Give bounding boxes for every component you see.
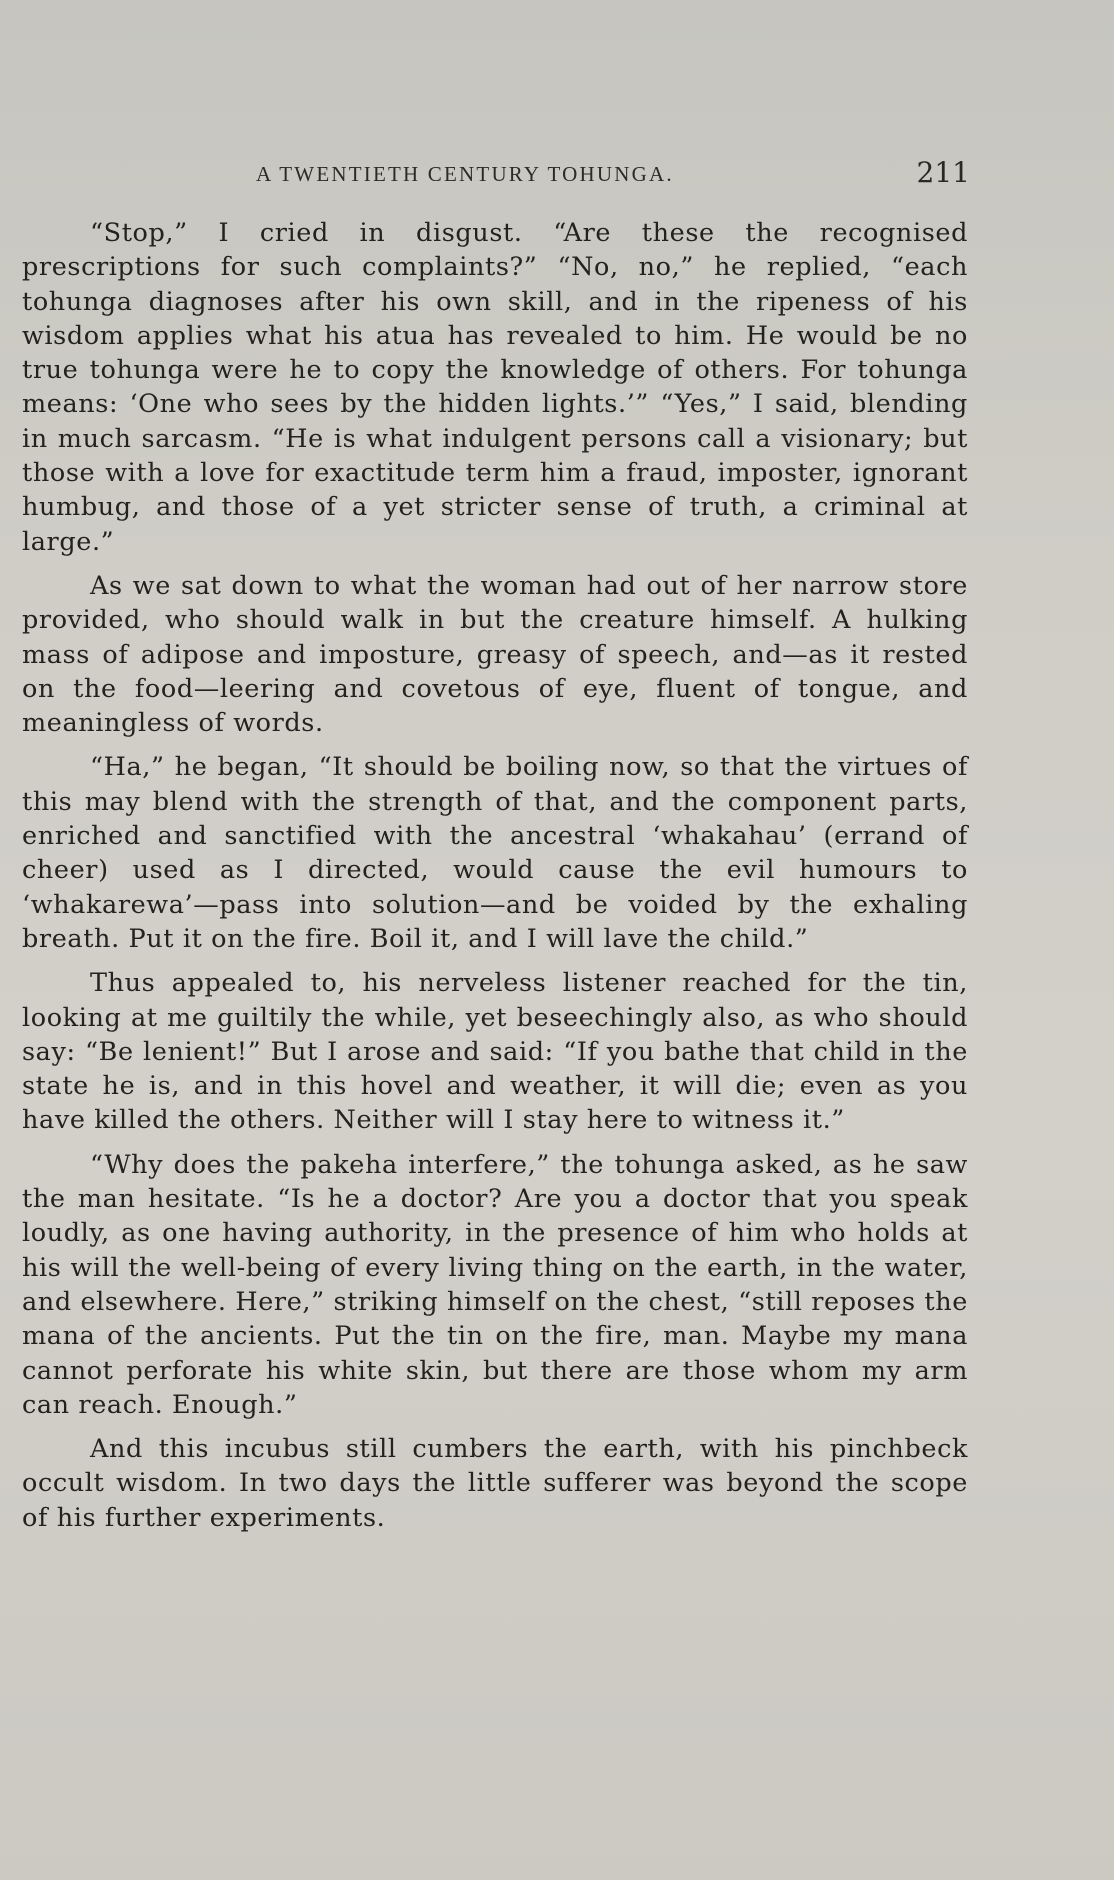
paragraph-4: Thus appealed to, his nerveless listener reached for the tin, looking at me guiltily the while, yet beseechingly also, as who should say: “Be lenient!” But I arose and said: “If you bathe that child in the state he is, and in this hovel and weather, it will die; even as you have killed the others. Neither will I stay here to witness it.”	[22, 968, 968, 1136]
body-text	[22, 216, 968, 1545]
page-number: 211	[916, 156, 970, 189]
paragraph-6: And this incubus still cumbers the earth, with his pinchbeck occult wisdom. In two days the little sufferer was beyond the scope of his further experiments.	[22, 1434, 968, 1533]
chapter-title: A TWENTIETH CENTURY TOHUNGA.	[256, 162, 674, 186]
paragraph-5: “Why does the pakeha interfere,” the tohunga asked, as he saw the man hesitate. “Is he a doctor? Are you a doctor that you speak loudly, as one having authority, in the presence of him who holds at his will the well-being of every living thing on the earth, in the water, and elsewhere. Here,” striking himself on the chest, “still reposes the mana of the ancients. Put the tin on the fire, man. Maybe my mana cannot perforate his white skin, but there are those whom my arm can reach. Enough.”	[22, 1149, 968, 1420]
paragraph-3: “Ha,” he began, “It should be boiling now, so that the virtues of this may blend with the strength of that, and the component parts, enriched and sanctified with the ancestral ‘whakahau’ (errand of cheer) used as I directed, would cause the evil humours to ‘whakarewa’—pass into solution—and be voided by the exhaling breath. Put it on the fire. Boil it, and I will lave the child.”	[22, 752, 968, 954]
paragraph-1: “Stop,” I cried in disgust. “Are these the recognised prescriptions for such complaints?” “No, no,” he replied, “each tohunga diagnoses after his own skill, and in the ripeness of his wisdom applies what his atua has revealed to him. He would be no true tohunga were he to copy the knowledge of others. For tohunga means: ‘One who sees by the hidden lights.’” “Yes,” I said, blending in much sarcasm. “He is what indulgent persons call a visionary; but those with a love for exactitude term him a fraud, imposter, ignorant humbug, and those of a yet stricter sense of truth, a criminal at large.”	[22, 218, 968, 557]
running-head	[24, 156, 970, 196]
paragraph-2: As we sat down to what the woman had out of her narrow store provided, who should walk in but the creature himself. A hulking mass of adipose and imposture, greasy of speech, and—as it rested on the food—leering and covetous of eye, fluent of tongue, and meaningless of words.	[22, 570, 968, 739]
